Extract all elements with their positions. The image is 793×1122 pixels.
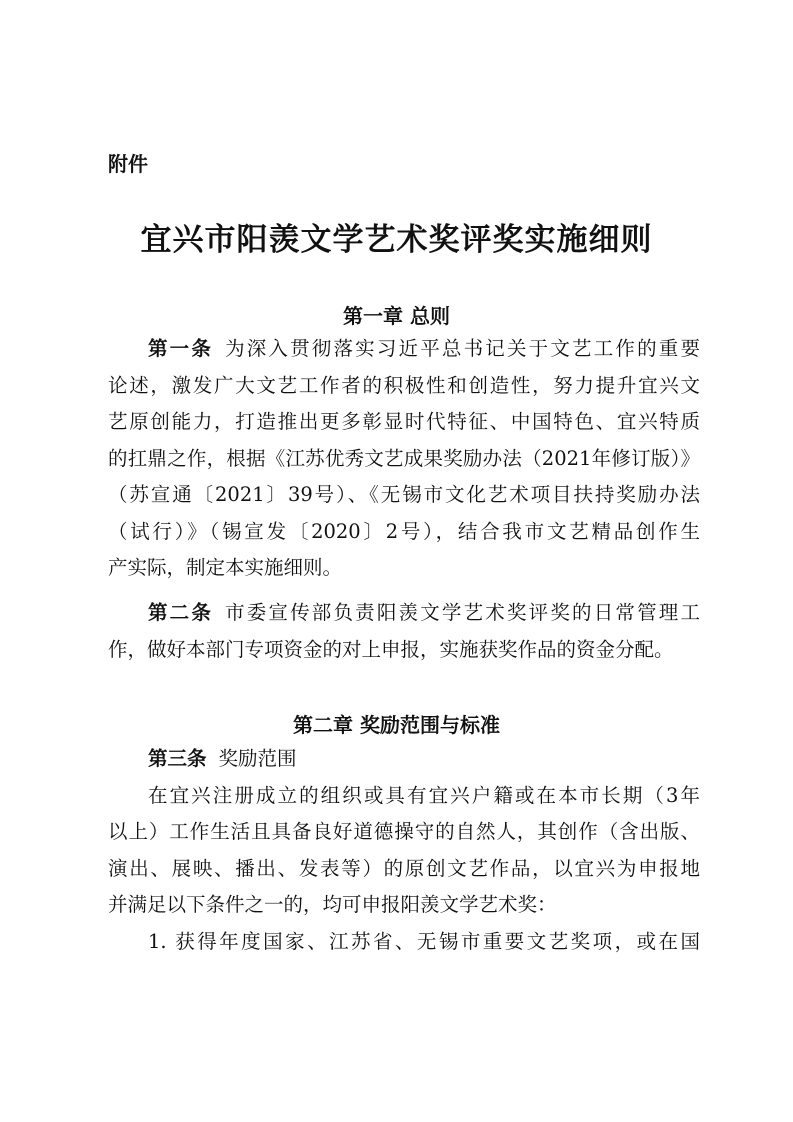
article-1-line: （试行）》（锡宣发〔2020〕2号），结合我市文艺精品创作生: [108, 519, 700, 543]
chapter-2-heading: 第二章 奖励范围与标准: [293, 713, 500, 737]
article-3-label: 第三条: [148, 747, 207, 770]
article-1-line: 论述，激发广大文艺工作者的积极性和创造性，努力提升宜兴文: [108, 373, 700, 397]
article-2-line: 第二条 市委宣传部负责阳羡文学艺术奖评奖的日常管理工: [148, 601, 700, 624]
document-title: 宜兴市阳羡文学艺术奖评奖实施细则: [140, 222, 653, 258]
article-3-line: 并满足以下条件之一的，均可申报阳羡文学艺术奖：: [108, 893, 557, 916]
attachment-label: 附件: [108, 152, 148, 176]
article-1: [108, 331, 700, 587]
chapter-1-heading: 第一章 总则: [343, 304, 450, 328]
article-3-heading-line: [108, 741, 700, 778]
article-2-line: 作，做好本部门专项资金的对上申报，实施获奖作品的资金分配。: [108, 637, 674, 661]
article-2-label: 第二条: [148, 601, 214, 624]
article-1-line: 艺原创能力，打造推出更多彰显时代特征、中国特色、宜兴特质: [108, 410, 700, 433]
article-3-subtitle: 奖励范围: [218, 747, 297, 770]
article-1-label: 第一条: [148, 337, 214, 360]
article-2: [108, 595, 700, 668]
article-3-line: 在宜兴注册成立的组织或具有宜兴户籍或在本市长期（3年: [148, 783, 700, 807]
article-3-line: 1. 获得年度国家、江苏省、无锡市重要文艺奖项，或在国: [148, 929, 700, 953]
article-1-line: 产实际，制定本实施细则。: [108, 556, 343, 579]
article-3: [108, 741, 700, 960]
article-1-line: 第一条 为深入贯彻落实习近平总书记关于文艺工作的重要: [148, 337, 700, 360]
article-3-line: 演出、展映、播出、发表等）的原创文艺作品，以宜兴为申报地: [108, 856, 700, 880]
article-3-line: 以上）工作生活且具备良好道德操守的自然人，其创作（含出版、: [108, 820, 700, 843]
article-1-line: （苏宣通〔2021〕39号）、《无锡市文化艺术项目扶持奖励办法: [108, 483, 700, 506]
article-1-line: 的扛鼎之作，根据《江苏优秀文艺成果奖励办法（2021年修订版）》: [108, 446, 700, 470]
